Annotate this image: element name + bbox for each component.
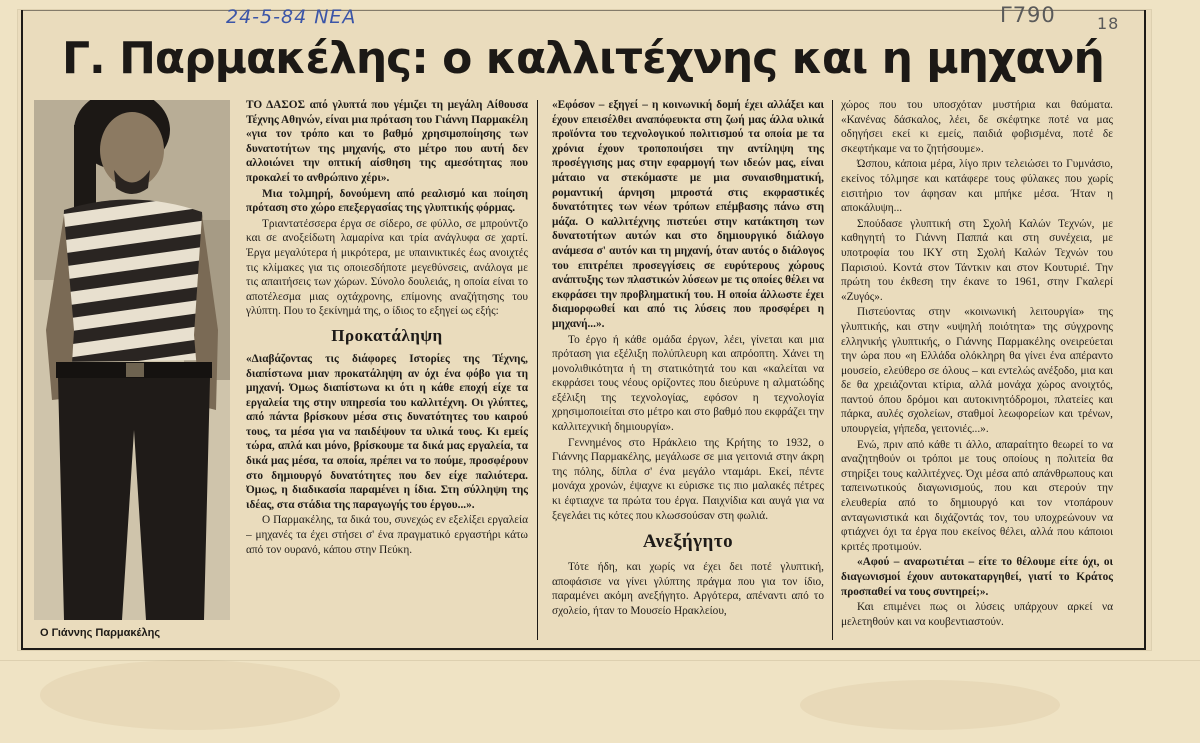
frame-bottom — [21, 648, 1146, 650]
article-column-2 — [552, 98, 824, 643]
subheading-anexigito: Ανεξήγητο — [642, 531, 734, 553]
paper-stain — [40, 660, 340, 730]
photo-caption: Ο Γιάννης Παρμακέλης — [40, 627, 161, 639]
paragraph: Ώσπου, κάποια μέρα, λίγο πριν τελειώσει το Γυμνάσιο, εκείνος τόλμησε και κατάφερε τους φύλακες που χωρίς εισιτήριο τον άφησαν και μπήκε μέσα. Ήταν η αποκάλυψη... — [841, 158, 1113, 215]
portrait-photo — [34, 100, 230, 620]
paragraph: χώρος που του υποσχόταν μυστήρια και θαύματα. «Κανένας δάσκαλος, λέει, δε σκέφτηκε ποτέ να μας οδηγήσει εκεί κι εμείς, παιδιά φοβισμένα, ποτέ δε σκεφτήκαμε να το ζητήσουμε». — [841, 99, 1113, 155]
paragraph: Το έργο ή κάθε ομάδα έργων, λέει, γίνεται και μια πρόταση για εξέλιξη πολύπλευρη και απρόοπτη. Χάνει τη μονολιθικότητα ή τη στατικότητά του και «καλείται να εκφράσει τους νέους ορίζοντες που διεύρυνε η αλματώδης εξέλιξη της τεχνολογίας, εφόσον η τεχνολογία χρησιμοποιείται στο μέτρο και στο βαθμό που εκφράζει την καλλιτεχνική δημιουργία». — [552, 333, 824, 434]
closing-paragraph: Και επιμένει πως οι λύσεις υπάρχουν αρκεί να μελετηθούν και να κουβεντιαστούν. — [841, 601, 1113, 628]
handwritten-date: 24-5-84 ΝΕΑ — [226, 6, 357, 28]
paragraph: Ο Παρμακέλης, τα δικά του, συνεχώς εν εξελίξει εργαλεία – μηχανές τα έχει στήσει σ' ένα πραγματικό εργαστήρι κάτω από τον ουρανό, κάπου στην Πεύκη. — [246, 514, 528, 556]
paper-crease — [0, 660, 1200, 661]
frame-left — [21, 10, 23, 650]
frame-top — [21, 10, 1146, 11]
lead-paragraph: ΤΟ ΔΑΣΟΣ από γλυπτά που γέμιζει τη μεγάλη Αίθουσα Τέχνης Αθηνών, είναι μια πρόταση του Γιάννη Παρμακέλη «για τον τρόπο και το βαθμό χρησιμοποίησης των δυνατοτήτων της μηχανής, στο μέτρο που αυτή δεν αλλοιώνει την οπτική αίσθηση της αμεσότητας που προκαλεί το ανθρώπινο χέρι». — [246, 99, 528, 184]
headline: Γ. Παρμακέλης: ο καλλιτέχνης και η μηχανή — [62, 33, 1104, 84]
paragraph: Μια τολμηρή, δονούμενη από ρεαλισμό και ποίηση πρόταση στο χώρο επεξεργασίας της γλυπτικής φόρμας. — [246, 187, 528, 215]
handwritten-page-number: 18 — [1097, 14, 1120, 33]
column-rule-2 — [832, 100, 833, 640]
paper-stain — [800, 680, 1060, 730]
article-column-3 — [841, 98, 1113, 643]
paragraph: Τότε ήδη, και χωρίς να έχει δει ποτέ γλυπτική, αποφάσισε να γίνει γλύπτης πράγμα που για τον ίδιο, παραμένει ακόμη ανεξήγητο. Αργότερα, απέναντι από το σχολείο, ήταν το Μουσείο Ηρακλείου, — [552, 561, 824, 617]
paragraph: Πιστεύοντας στην «κοινωνική λειτουργία» της γλυπτικής, και στην «υψηλή ποιότητα» της σύγχρονης ελληνικής γλυπτικής, ο Γιάννης Παρμακέλης ονειρεύεται την ώρα που «η Ελλάδα ολόκληρη θα γίνει ένα απέραντο μουσείο, ελεύθερο σε όλους – και εντελώς ανέξοδο, μια και δε θα χρειάζονται κτίρια, αλλά μονάχα χώρος ανοιχτός, παντού όπου δρόμοι και αυτοκινητόδρομοι, πλατείες και πάρκα, αυλές σχολείων, σταθμοί λεωφορείων και τρένων, υπουργεία, γήπεδα, γειτονιές...». — [841, 306, 1113, 436]
quote-paragraph: «Εφόσον – εξηγεί – η κοινωνική δομή έχει αλλάξει και έχουν επεισέλθει αναπόφευκτα στη ζωή μας άλλα υλικά προϊόντα του τεχνολογικού πολιτισμού τα οποία με τα χρόνια έχουν τροποποιήσει την αντίληψη της προσέγγισης μας στην εφαρμογή των ιδεών μας, είναι μάταιο να στεκόμαστε με μια συναισθηματική, ρομαντική άρνηση μπροστά στις εκφραστικές δυνατότητες των νέων τρόπων επέμβασης πάνω στη μάζα. Ο καλλιτέχνης πιστεύει στην κατάκτηση των δυνατοτήτων αυτών και στο δημιουργικό διάλογο ανάμεσα σ' αυτόν και τη μηχανή, όταν αυτός ο διάλογος του επιτρέπει προσεγγίσεις σε ευρύτερους χώρους ανάπτυξης των πλαστικών λύσεων με τις οποίες θέλει να εκφράσει την προβληματική του. Η οποία άλλωστε έχει διαμορφωθεί και από τις λύσεις που προσφέρει η μηχανή...». — [552, 99, 824, 330]
paragraph: Σπούδασε γλυπτική στη Σχολή Καλών Τεχνών, με καθηγητή το Γιάννη Παππά και στη συνέχεια, με υποτροφία του ΙΚΥ στη Σχολή Καλών Τεχνών του Παρισιού. Κοντά στον Τάντκιν και στον Κουτυριέ. Την πρώτη του έκθεση την έκανε το 1961, στην Γκαλερί «Ζυγός». — [841, 217, 1113, 303]
paragraph: Γεννημένος στο Ηράκλειο της Κρήτης το 1932, ο Γιάννης Παρμακέλης, μεγάλωσε σε μια γειτονιά στην άκρη της πόλης, δίπλα σ' ένα μεγάλο νταμάρι. Εκεί, πέντε μονάχα χρονών, έψαχνε κι εύρισκε τις πιο μαλακές πέτρες κι έφτιαχνε τα πρώτα του έργα. Παιχνίδια και αυγά για να ξεγελάει τις κότες που κλωσσούσαν στη φωλιά. — [552, 436, 824, 522]
paragraph: Ενώ, πριν από κάθε τι άλλο, απαραίτητο θεωρεί το να αναζητηθούν οι τρόποι με τους οποίους η πολιτεία θα στηρίξει τους καλλιτέχνες. Όχι μέσα από απάνθρωπους και ταπεινωτικούς διαγωνισμούς, που και στερούν την ελευθερία από το δημιουργό και τον ντοπάρουν ανταγωνιστικά και διχάζοντάς τον, του υποχρεώνουν να φτιάχνει όχι τα έργα που εκείνος θέλει, αλλά που κάποιοι κριτές προτιμούν. — [841, 438, 1113, 553]
frame-right — [1144, 10, 1146, 650]
subheading-prokatalipsi: Προκατάληψη — [331, 325, 443, 345]
handwritten-archive-code: Γ790 — [1000, 3, 1056, 27]
quote-paragraph: «Διαβάζοντας τις διάφορες Ιστορίες της Τέχνης, διαπίστωνα μιαν προκατάληψη αν όχι ένα φόβο για τη μηχανή. Όμως διαπίστωνα κι ότι η κάθε εποχή είχε τα εργαλεία της στην υπηρεσία του καλλιτέχνη. Οι γλύπτες, από πάντα βρίσκουν μέσα στις δυνατότητες του καιρού τους, τα μέσα για να παιδέψουν τα υλικά τους. Κι εμείς τώρα, απλά και μόνο, βρίσκουμε τα δικά μας εργαλεία, τα δικά μας μέσα, τα οποία, πρέπει να το πούμε, προσφέρουν στο δημιουργό δυνατότητες που δεν είχε παλιότερα. Όμως, η διαδικασία παραμένει η ίδια. Στη σύλληψη της ιδέας, στα στάδια της παραγωγής του έργου...». — [246, 352, 528, 511]
paragraph: Τριαντατέσσερα έργα σε σίδερο, σε φύλλο, σε μπρούντζο και σε ανοξείδωτη λαμαρίνα και τρία ανάγλυφα σε χαρτί. Έργα μεγαλύτερα ή μικρότερα, με υπαινικτικές έως ανοιχτές τις κλίμακες για τις οποιεσδήποτε μεγεθύνσεις, ανάλογα με τις απαιτήσεις των χώρων. Σύνολο δουλειάς, η οποία είναι το αποτέλεσμα μιας οχτάχρονης, επίμονης αναζήτησης του γλύπτη. Που το ξεκίνημά της, ο ίδιος το εξηγεί ως εξής: — [246, 217, 528, 318]
article-column-1 — [246, 98, 528, 618]
portrait-figure — [34, 100, 230, 620]
column-rule-1 — [537, 100, 538, 640]
quote-paragraph: «Αφού – αναρωτιέται – είτε το θέλουμε είτε όχι, οι διαγωνισμοί έχουν αυτοκαταργηθεί, γιατί το Κράτος προσπαθεί να τους συντηρεί;». — [841, 556, 1113, 598]
